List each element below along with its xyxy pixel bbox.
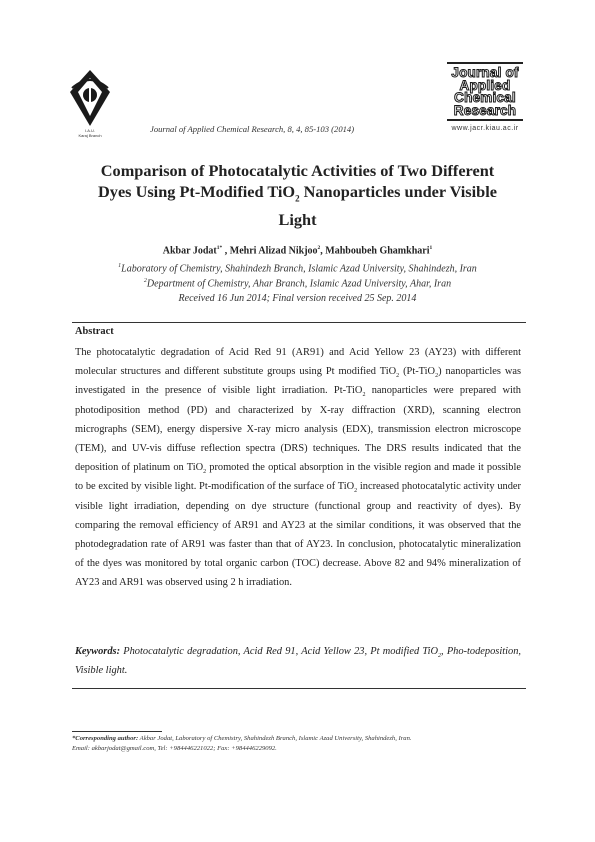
title-line-1: Comparison of Photocatalytic Activities of Two Different xyxy=(100,161,495,180)
corresponding-author-footnote xyxy=(72,734,526,753)
keywords xyxy=(75,642,521,680)
affiliation-1 xyxy=(60,263,535,274)
author-affiliation-mark: 2 xyxy=(317,245,321,251)
footnote-rule xyxy=(72,731,162,732)
abstract-heading: Abstract xyxy=(75,326,114,337)
title-text: Nanoparticles under Visible xyxy=(299,182,497,201)
keywords-label: Keywords: xyxy=(75,646,121,657)
keywords-text: Photocatalytic degradation, Acid Red 91, Acid Yellow 23, Pt modified TiO xyxy=(120,646,438,657)
abstract-text: ) nanoparticles was investigated in the presence of visible light irradiation. Pt-TiO xyxy=(75,366,521,397)
received-dates: Received 16 Jun 2014; Final version received 25 Sep. 2014 xyxy=(178,293,417,304)
footnote-text: Akbar Jodat, Laboratory of Chemistry, Shahindezh Branch, Islamic Azad University, Shahindezh, Iran. xyxy=(138,735,412,742)
footnote-line-1 xyxy=(72,734,526,744)
abstract-text: (Pt-TiO xyxy=(399,366,436,378)
author-name: Akbar Jodat xyxy=(162,245,217,257)
author-affiliation-mark: 1 xyxy=(429,245,433,251)
footnote-line-2: Email: akbarjodat@gmail.com, Tel: +984446221022; Fax: +984446229092. xyxy=(72,744,277,752)
subscript: 2 xyxy=(203,469,207,476)
journal-citation: Journal of Applied Chemical Research, 8, 4, 85-103 (2014) xyxy=(150,124,355,134)
journal-logo-line: Journal of xyxy=(451,65,519,80)
subscript: 2 xyxy=(437,653,441,660)
journal-logo-wordmark xyxy=(447,62,522,121)
journal-logo-line: Applied xyxy=(459,77,511,93)
subscript: 2 xyxy=(362,392,366,399)
abstract-text: promoted the optical absorption in the visible region and made it possible to be excited by visible light. Pt-modification of the surface of TiO xyxy=(75,462,521,493)
title-text: Dyes Using Pt-Modified TiO xyxy=(98,182,296,201)
subscript: 2 xyxy=(396,373,400,380)
affiliation-2 xyxy=(60,278,535,289)
journal-logo-line: Research xyxy=(453,102,517,118)
abstract-text: increased photocatalytic activity under visible light irradiation, depending on dye structure (functional group and reactivity of dyes). By comparing the removal efficiency of AR91 and AY23 at the similar conditions, it was observed that the photodegradation rate of AR91 was faster than that of AY23. In conclusion, photocatalytic mineralization of the dyes was monitored by total organic carbon (TOC) decrease. Above 82 and 94% mineralization of AY23 and AR91 was observed using 2 h irradiation. xyxy=(75,481,521,589)
title-line-3: Light xyxy=(278,210,317,230)
title-line-2 xyxy=(60,181,535,209)
divider xyxy=(72,688,526,689)
journal-logo xyxy=(440,62,530,132)
university-emblem-icon xyxy=(68,68,112,128)
divider xyxy=(72,322,526,323)
footnote-label: *Corresponding author: xyxy=(72,735,139,742)
abstract-body xyxy=(75,343,521,593)
affiliation-text: Laboratory of Chemistry, Shahindezh Branch, Islamic Azad University, Shahindezh, Iran xyxy=(121,263,477,275)
paper-title xyxy=(60,160,535,230)
abstract-text: nanoparticles were prepared with photodiposition method (PD) and characterized by X-ray diffraction (XRD), scanning electron micrographs (SEM), energy dispersive X-ray micro analysis (EDX), transmission electron microscope (TEM), and UV-vis diffuse reflection spectra (DRS) techniques. The DRS results indicated that the deposition of platinum on TiO xyxy=(75,385,521,474)
affiliation-mark: 2 xyxy=(143,278,147,284)
author-affiliation-mark: 1* xyxy=(216,245,223,251)
author-list xyxy=(60,245,535,256)
author-name: , Mehri Alizad Nikjoo xyxy=(222,245,318,257)
keywords-text: , Pho-todeposition, Visible light. xyxy=(75,646,521,677)
university-label: I.A.U. Karaj Branch xyxy=(78,128,102,138)
title-subscript: 2 xyxy=(295,193,300,204)
affiliation-text: Department of Chemistry, Ahar Branch, Islamic Azad University, Ahar, Iran xyxy=(146,278,452,290)
subscript: 2 xyxy=(435,373,439,380)
journal-url: www.jacr.kiau.ac.ir xyxy=(451,125,519,132)
author-name: , Mahboubeh Ghamkhari xyxy=(320,245,430,257)
journal-logo-line: Chemical xyxy=(454,90,516,105)
affiliation-mark: 1 xyxy=(118,263,122,269)
subscript: 2 xyxy=(354,488,358,495)
abstract-text: The photocatalytic degradation of Acid Red 91 (AR91) and Acid Yellow 23 (AY23) with different molecular structures and different substitute groups using Pt modified TiO xyxy=(75,347,521,378)
